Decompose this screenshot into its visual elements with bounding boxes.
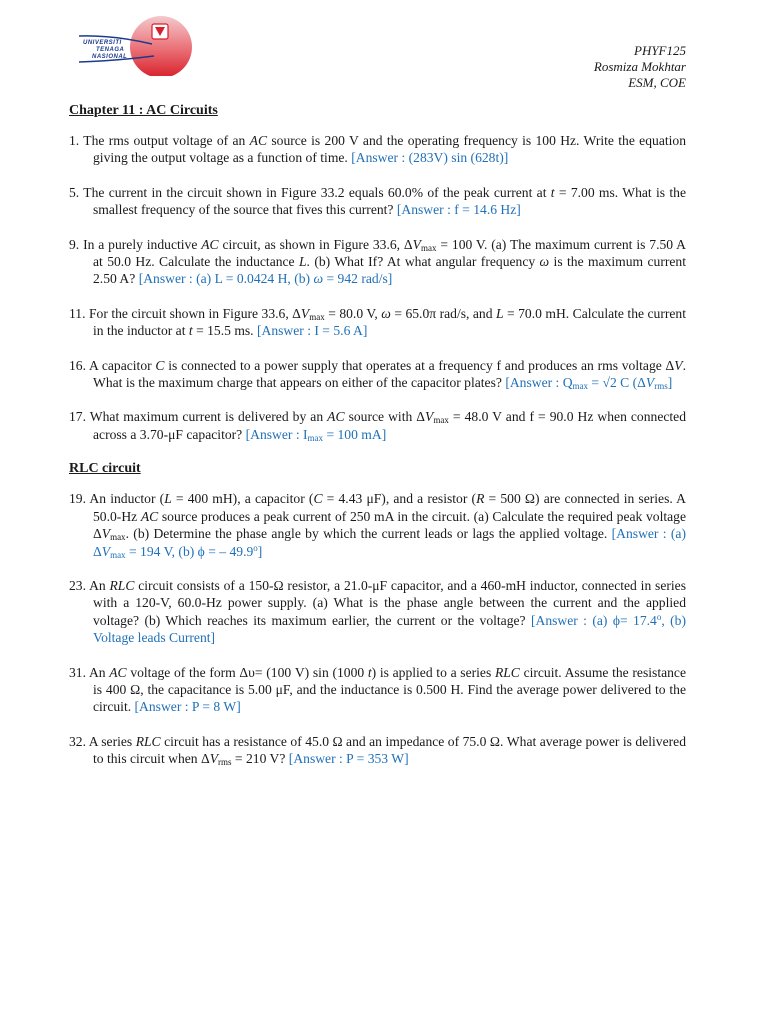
question-text: An RLC circuit consists of a 150-Ω resistor, a 21.0-μF capacitor, and a 460-mH inductor, connected in series with a 120-V, 60.0-Hz power supply. (a) What is the phase angle between the current and the applied voltage? (b) Which reaches its maximum earlier, the current or the voltage?: [89, 577, 686, 628]
question-number: 5.: [69, 184, 80, 200]
question-text: In a purely inductive AC circuit, as shown in Figure 33.6, $\Delta V_{max} = 100$ V. (a) The maximum current is 7.50 A at 50.0 Hz. Calculate the inductance L. (b) What If? At what angular frequency ω is the maximum current 2.50 A?: [83, 236, 686, 287]
question-1: [69, 132, 686, 167]
chapter-title: Chapter 11 : AC Circuits: [69, 103, 218, 118]
question-number: 19.: [69, 491, 86, 507]
question-number: 11.: [69, 305, 86, 321]
answer-text: [Answer : f = 14.6 Hz]: [396, 202, 521, 218]
question-31: [69, 664, 686, 716]
answer-text: [Answer : I = 5.6 A]: [257, 323, 368, 339]
question-9: [69, 236, 686, 288]
answer-text: [Answer : (a) $\Delta V_{max} = 194$ V, (b) ϕ = – 49.9$^o$]: [93, 526, 686, 560]
question-number: 9.: [69, 236, 80, 252]
logo-text-2: TENAGA: [96, 47, 125, 53]
logo-text-3: NASIONAL: [92, 54, 128, 60]
answer-text: [Answer : $I_{max} = 100$ mA]: [245, 426, 387, 443]
department: ESM, COE: [628, 75, 686, 90]
question-17: [69, 408, 686, 443]
question-16: [69, 357, 686, 392]
university-logo: [74, 14, 194, 76]
answer-text: [Answer : (a) $\phi= 17.4^o$, (b) Voltage leads Current]: [93, 611, 686, 646]
question-number: 23.: [69, 577, 86, 593]
question-23: [69, 577, 686, 647]
question-19: [69, 490, 686, 560]
answer-text: [Answer : $Q_{max} = √2$ C $(\Delta V_{rms}]$: [505, 375, 673, 392]
question-number: 32.: [69, 733, 86, 749]
question-text: A capacitor C is connected to a power supply that operates at a frequency f and produces an rms voltage ΔV. What is the maximum charge that appears on either of the capacitor plates?: [89, 357, 686, 391]
course-code: PHYF125: [634, 43, 686, 58]
answer-text: [Answer : P = 353 W]: [288, 751, 409, 767]
question-number: 17.: [69, 409, 86, 425]
logo-text-1: UNIVERSITI: [83, 40, 122, 46]
question-number: 1.: [69, 133, 80, 148]
question-text: An AC voltage of the form Δυ= (100 V) sin (1000 t) is applied to a series RLC circuit. Assume the resistance is 400 Ω, the capacitance is 5.00 μF, and the inductance is 0.500 H. Find the average power delivered to the circuit.: [88, 664, 686, 715]
author-name: Rosmiza Mokhtar: [593, 59, 686, 74]
answer-text: [Answer : (283V) sin (628t)]: [351, 150, 509, 166]
question-text: A series RLC circuit has a resistance of 45.0 Ω and an impedance of 75.0 Ω. What average power is delivered to this circuit when $\Delta V_{rms} = 210$ V?: [88, 733, 686, 768]
question-text: An inductor (L = 400 mH), a capacitor (C = 4.43 μF), and a resistor (R = 500 Ω) are connected in series. A 50.0-Hz AC source produces a peak current of 250 mA in the circuit. (a) Calculate the required peak voltage $\Delta V_{max}$. (b) Determine the phase angle by which the current leads or lags the applied voltage.: [89, 491, 686, 543]
question-11: [69, 305, 686, 340]
question-number: 16.: [69, 357, 86, 373]
answer-text: [Answer : P = 8 W]: [134, 699, 241, 715]
question-32: [69, 733, 686, 768]
question-text: The rms output voltage of an AC source is 200 V and the operating frequency is 100 Hz. Write the equation giving the output voltage as a function of time.: [83, 133, 686, 166]
question-number: 31.: [69, 664, 86, 680]
document-header: [594, 43, 686, 91]
worksheet-content: [69, 98, 686, 785]
question-text: For the circuit shown in Figure 33.6, $\Delta V_{max} = 80.0$ V, ω = 65.0π rad/s, and L = 70.0 mH. Calculate the current in the inductor at t = 15.5 ms.: [88, 305, 686, 339]
answer-text: [Answer : (a) L = 0.0424 H, (b) ω = 942 rad/s]: [138, 271, 393, 287]
rlc-section-title: RLC circuit: [69, 461, 141, 477]
question-text: What maximum current is delivered by an AC source with $\Delta V_{max} = 48.0$ V and f = 90.0 Hz when connected across a 3.70-μF capacitor?: [89, 409, 686, 442]
question-5: [69, 184, 686, 219]
question-text: The current in the circuit shown in Figure 33.2 equals 60.0% of the peak current at t = 7.00 ms. What is the smallest frequency of the source that fives this current?: [83, 184, 686, 218]
